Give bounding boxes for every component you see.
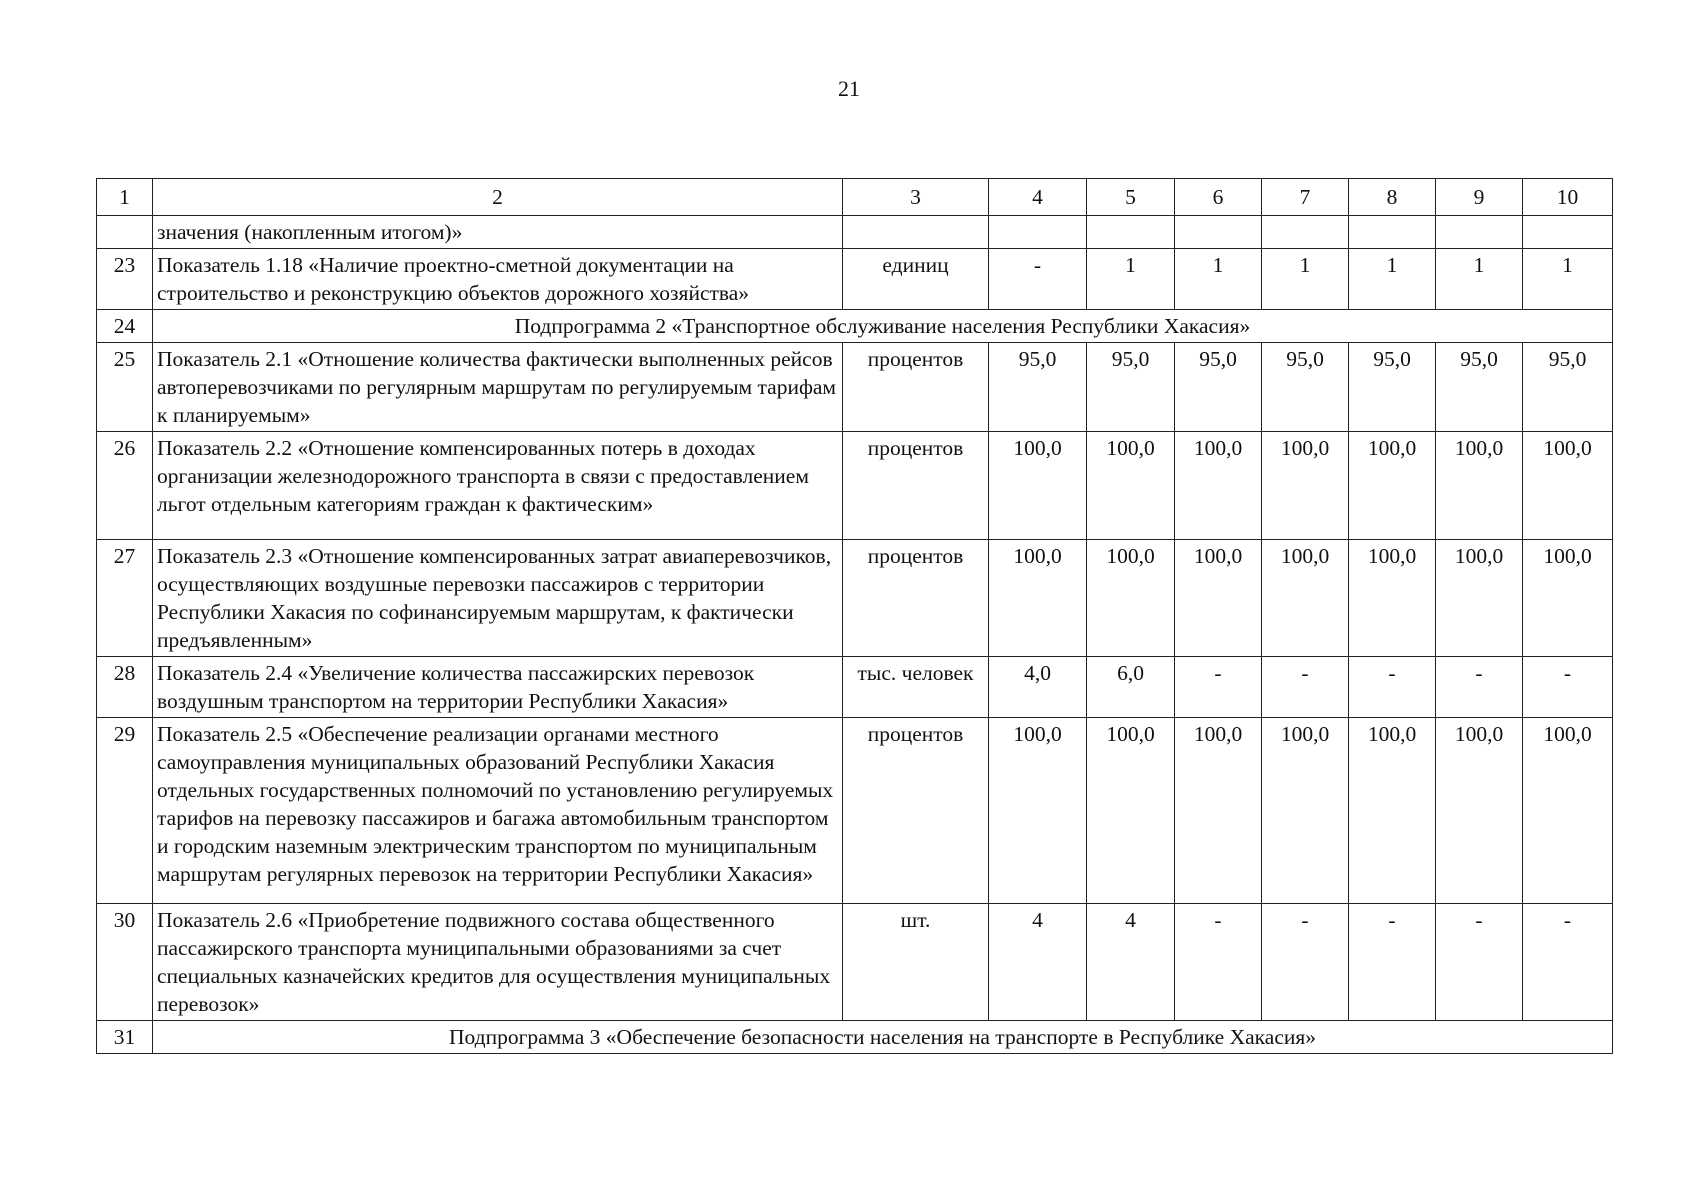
value-cell: - [1436,657,1523,718]
column-header: 10 [1523,179,1613,216]
value-cell: 1 [1262,249,1349,310]
indicator-name: Показатель 2.2 «Отношение компенсированных потерь в доходах организации железнодорожного транспорта в связи с предоставлением льгот отдельным категориям граждан к фактическим» [153,432,843,540]
value-cell: - [989,249,1087,310]
unit-cell: тыс. человек [843,657,989,718]
value-cell: - [1523,904,1613,1021]
value-cell: 1 [1523,249,1613,310]
table-row [97,657,1613,718]
value-cell: 100,0 [1087,718,1175,904]
value-cell [1262,216,1349,249]
value-cell [1349,216,1436,249]
row-number: 29 [97,718,153,904]
subprogram-row [97,1021,1613,1054]
indicator-name: Показатель 2.6 «Приобретение подвижного состава общественного пассажирского транспорта муниципальными образованиями за счет специальных казначейских кредитов для осуществления муниципальных перевозок» [153,904,843,1021]
value-cell [1087,216,1175,249]
value-cell: 100,0 [1436,718,1523,904]
value-cell: 100,0 [989,540,1087,657]
value-cell: 100,0 [1436,432,1523,540]
value-cell: 95,0 [1523,343,1613,432]
value-cell: 1 [1175,249,1262,310]
indicator-name: значения (накопленным итогом)» [153,216,843,249]
value-cell: 100,0 [1436,540,1523,657]
table-row [97,343,1613,432]
page-number: 21 [838,76,860,101]
table-row [97,216,1613,249]
value-cell: 100,0 [1349,540,1436,657]
row-number: 28 [97,657,153,718]
value-cell: 95,0 [989,343,1087,432]
row-number: 30 [97,904,153,1021]
column-header: 3 [843,179,989,216]
indicator-name: Показатель 2.1 «Отношение количества фактически выполненных рейсов автоперевозчиками по регулярным маршрутам по регулируемым тарифам к планируемым» [153,343,843,432]
value-cell: 6,0 [1087,657,1175,718]
row-number [97,216,153,249]
column-header: 9 [1436,179,1523,216]
column-header: 7 [1262,179,1349,216]
value-cell: 4,0 [989,657,1087,718]
indicator-name: Показатель 1.18 «Наличие проектно-сметной документации на строительство и реконструкцию объектов дорожного хозяйства» [153,249,843,310]
value-cell: - [1436,904,1523,1021]
value-cell: 100,0 [1349,432,1436,540]
value-cell: - [1262,657,1349,718]
value-cell: - [1175,657,1262,718]
column-header: 1 [97,179,153,216]
column-header: 4 [989,179,1087,216]
value-cell: 1 [1349,249,1436,310]
table-row [97,540,1613,657]
column-header: 8 [1349,179,1436,216]
table-header-row [97,179,1613,216]
value-cell: 100,0 [1523,718,1613,904]
row-number: 23 [97,249,153,310]
unit-cell: процентов [843,432,989,540]
row-number: 27 [97,540,153,657]
value-cell: 100,0 [1175,540,1262,657]
value-cell: 100,0 [1262,718,1349,904]
value-cell: 95,0 [1262,343,1349,432]
value-cell: 95,0 [1349,343,1436,432]
unit-cell: процентов [843,718,989,904]
subprogram-title: Подпрограмма 3 «Обеспечение безопасности населения на транспорте в Республике Хакасия» [153,1021,1613,1054]
indicator-name: Показатель 2.3 «Отношение компенсированных затрат авиаперевозчиков, осуществляющих воздушные перевозки пассажиров с территории Республики Хакасия по софинансируемым маршрутам, к фактически предъявленным» [153,540,843,657]
subprogram-title: Подпрограмма 2 «Транспортное обслуживание населения Республики Хакасия» [153,310,1613,343]
unit-cell [843,216,989,249]
value-cell: 100,0 [1262,540,1349,657]
indicator-name: Показатель 2.5 «Обеспечение реализации органами местного самоуправления муниципальных образований Республики Хакасия отдельных государственных полномочий по установлению регулируемых тарифов на перевозку пассажиров и багажа автомобильным транспортом и городским наземным электрическим транспортом по муниципальным маршрутам регулярных перевозок на территории Республики Хакасия» [153,718,843,904]
value-cell: - [1175,904,1262,1021]
value-cell: - [1523,657,1613,718]
unit-cell: шт. [843,904,989,1021]
value-cell: 100,0 [989,432,1087,540]
value-cell: 100,0 [1262,432,1349,540]
value-cell [1436,216,1523,249]
value-cell: - [1349,657,1436,718]
subprogram-row [97,310,1613,343]
value-cell: 1 [1436,249,1523,310]
value-cell: - [1349,904,1436,1021]
value-cell: 100,0 [989,718,1087,904]
column-header: 2 [153,179,843,216]
value-cell: 100,0 [1349,718,1436,904]
indicator-name: Показатель 2.4 «Увеличение количества пассажирских перевозок воздушным транспортом на территории Республики Хакасия» [153,657,843,718]
row-number: 25 [97,343,153,432]
value-cell: 100,0 [1175,432,1262,540]
value-cell: 4 [1087,904,1175,1021]
unit-cell: единиц [843,249,989,310]
table-row [97,718,1613,904]
value-cell [1523,216,1613,249]
value-cell [1175,216,1262,249]
value-cell: 95,0 [1087,343,1175,432]
value-cell: - [1262,904,1349,1021]
value-cell: 4 [989,904,1087,1021]
row-number: 24 [97,310,153,343]
value-cell [989,216,1087,249]
row-number: 31 [97,1021,153,1054]
value-cell: 100,0 [1175,718,1262,904]
value-cell: 95,0 [1436,343,1523,432]
value-cell: 100,0 [1087,540,1175,657]
unit-cell: процентов [843,540,989,657]
value-cell: 100,0 [1087,432,1175,540]
value-cell: 1 [1087,249,1175,310]
column-header: 5 [1087,179,1175,216]
row-number: 26 [97,432,153,540]
value-cell: 95,0 [1175,343,1262,432]
value-cell: 100,0 [1523,540,1613,657]
table-row [97,432,1613,540]
column-header: 6 [1175,179,1262,216]
value-cell: 100,0 [1523,432,1613,540]
table-row [97,904,1613,1021]
unit-cell: процентов [843,343,989,432]
indicators-table [96,178,1613,1054]
table-row [97,249,1613,310]
